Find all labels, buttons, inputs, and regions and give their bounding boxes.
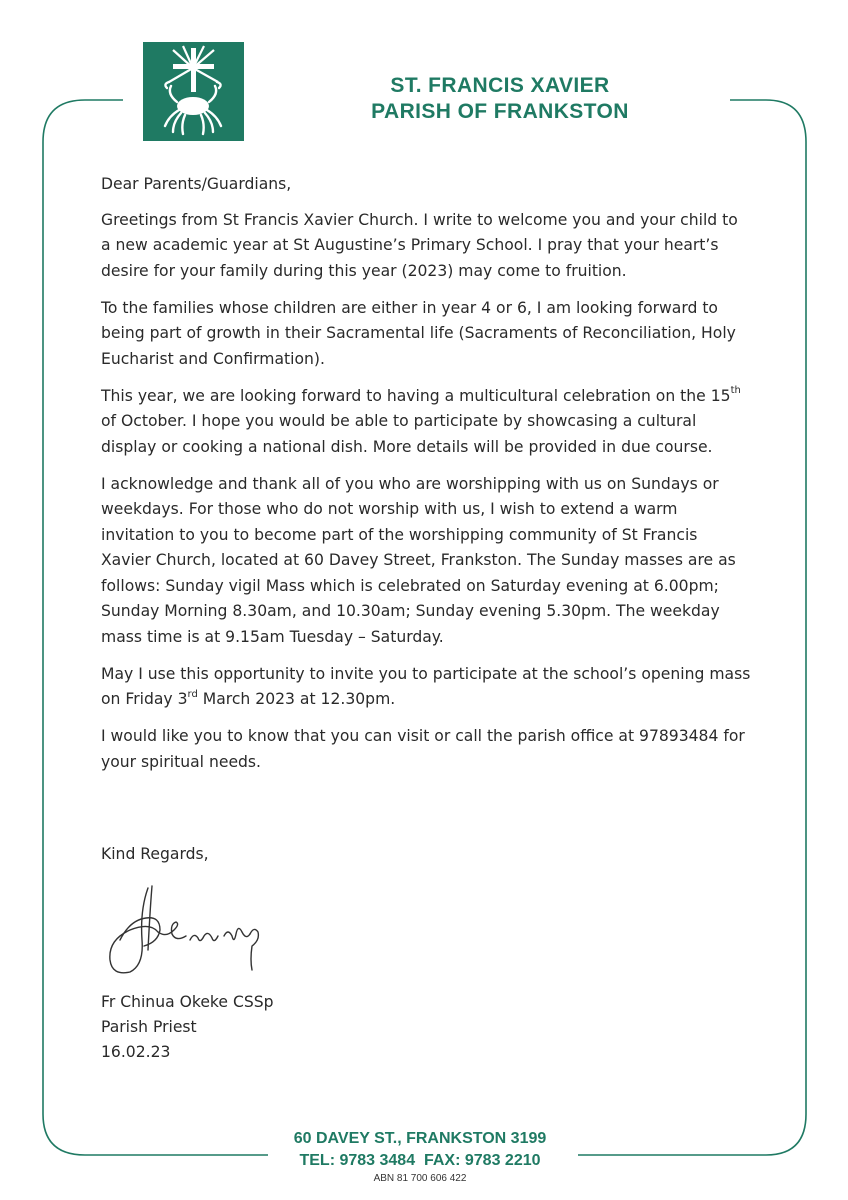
letterhead-line2: PARISH OF FRANKSTON: [371, 100, 629, 123]
letterhead-line1: ST. FRANCIS XAVIER: [390, 74, 610, 97]
signatory-name: Fr Chinua Okeke CSSp: [101, 993, 274, 1011]
parish-logo: [143, 42, 244, 141]
letterhead-footer: [250, 1128, 590, 1172]
footer-abn: ABN 81 700 606 422: [373, 1173, 467, 1184]
closing-line: Kind Regards,: [101, 845, 209, 863]
letter-date: 16.02.23: [101, 1043, 171, 1061]
handwritten-signature: [100, 880, 280, 980]
salutation: Dear Parents/Guardians,: [101, 175, 292, 193]
paragraph-sacraments: To the families whose children are either in year 4 or 6, I am looking forward to being part of growth in their Sacramental life (Sacraments of Reconciliation, Holy Eucharist and Confirmation).: [101, 298, 736, 368]
opening-mass-text-a: May I use this opportunity to invite you to participate at the school’s opening mass on Friday 3: [101, 664, 751, 708]
paragraph-opening-mass: [101, 662, 751, 713]
opening-mass-text-b: March 2023 at 12.30pm.: [197, 690, 396, 708]
footer-address: 60 DAVEY ST., FRANKSTON 3199: [293, 1130, 547, 1147]
paragraph-mass-times: I acknowledge and thank all of you who are worshipping with us on Sundays or weekdays. For those who do not worship with us, I wish to extend a warm invitation to you to become part of the worshipping community of St Francis Xavier Church, located at 60 Davey Street, Frankston. The Sunday masses are as follows: Sunday vigil Mass which is celebrated on Saturday evening at 6.00pm; Sunday Morning 8.30am, and 10.30am; Sunday evening 5.30pm. The weekday mass time is at 9.15am Tuesday – Saturday.: [101, 474, 736, 646]
multicultural-text-a: This year, we are looking forward to having a multicultural celebration on the 15: [101, 386, 731, 405]
footer-phone-fax: TEL: 9783 3484 FAX: 9783 2210: [299, 1152, 541, 1169]
signatory-role: Parish Priest: [101, 1018, 197, 1036]
paragraph-welcome: Greetings from St Francis Xavier Church. I write to welcome you and your child to a new academic year at St Augustine’s Primary School. I pray that your heart’s desire for your family during this year (2023) may come to fruition.: [101, 210, 738, 280]
multicultural-text-b: of October. I hope you would be able to participate by showcasing a cultural display or cooking a national dish. More details will be provided in due course.: [101, 412, 713, 456]
paragraph-multicultural: [101, 384, 751, 461]
ordinal-suffix: rd: [187, 688, 198, 700]
paragraph-contact: I would like you to know that you can visit or call the parish office at 97893484 for your spiritual needs.: [101, 727, 745, 771]
signoff-block: [101, 990, 274, 1065]
letterhead-title: [300, 73, 700, 125]
ordinal-suffix: th: [730, 385, 741, 397]
letter-body: [101, 172, 751, 787]
